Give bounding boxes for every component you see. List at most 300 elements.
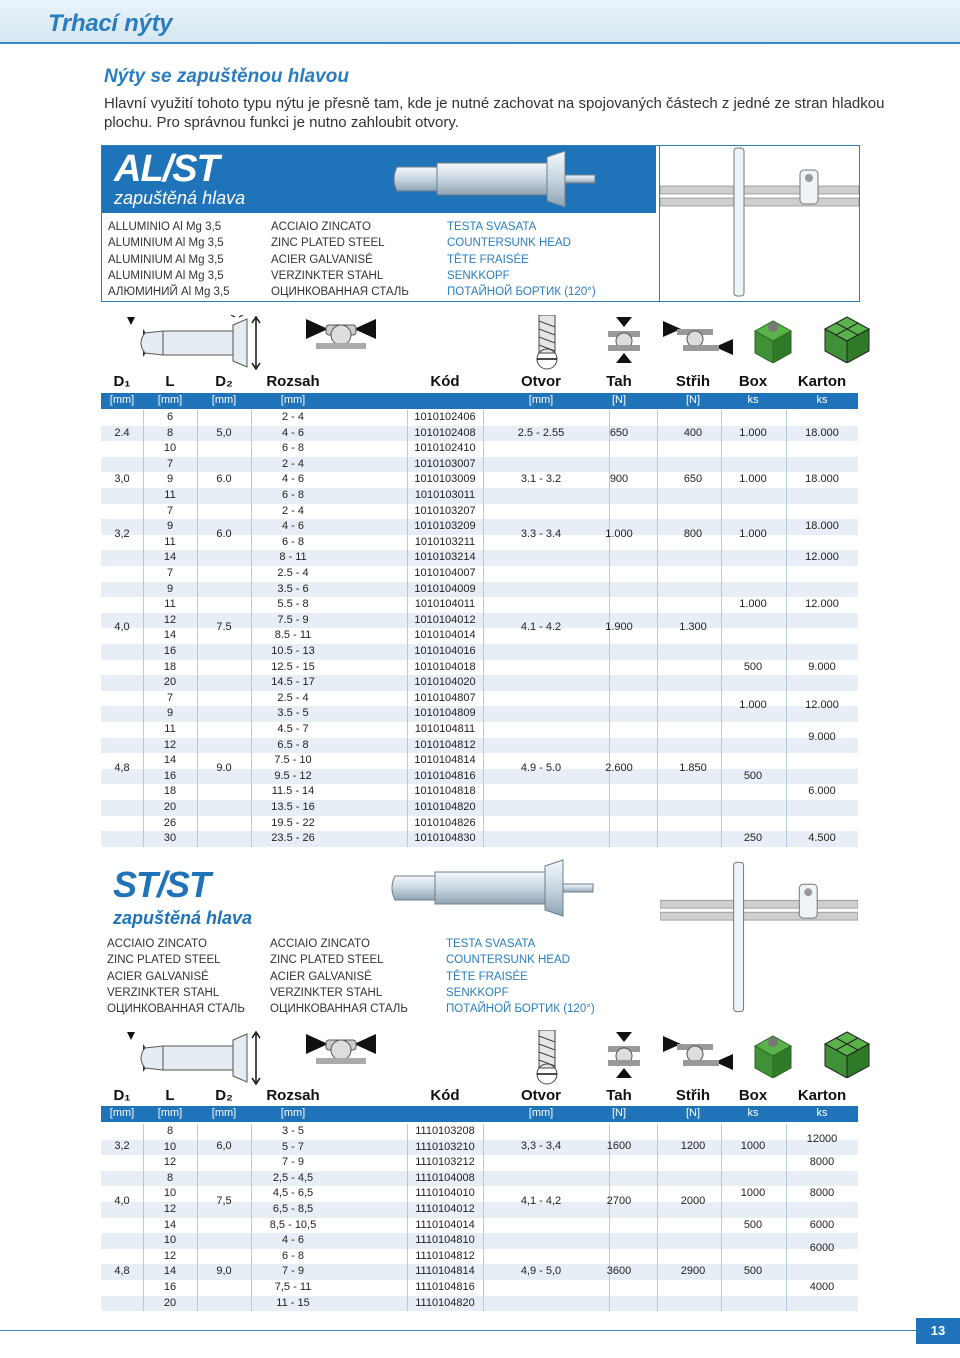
material-line: ALUMINIUM Al Mg 3,5: [108, 237, 224, 250]
alst-cell: 2 - 4: [281, 411, 304, 423]
table-row: [101, 1171, 858, 1187]
stst-merged-cell: 3600: [606, 1265, 632, 1278]
stst-code: ST/ST: [113, 864, 211, 905]
alst-cell: 9: [166, 520, 174, 533]
stst-unit-label: ks: [816, 1107, 828, 1119]
alst-col-header: L: [165, 373, 175, 390]
table-row: [101, 426, 858, 442]
carton-icon: [823, 315, 871, 363]
alst-cell: 7.5 - 10: [274, 754, 312, 767]
stst-merged-cell: 1000: [740, 1187, 766, 1200]
alst-unit-label: [mm]: [109, 394, 135, 406]
stst-cell: 1110104820: [415, 1296, 475, 1309]
material-line: ZINC PLATED STEEL: [107, 954, 221, 967]
alst-col-header: Rozsah: [266, 373, 320, 390]
stst-cell: 6 - 8: [281, 1249, 304, 1262]
alst-cell: 3,0: [114, 473, 130, 486]
alst-cell: 4 - 6: [281, 473, 304, 486]
alst-cell: 1010104811: [414, 723, 476, 735]
stst-unit-label: [N]: [685, 1107, 701, 1119]
alst-unit-label: [mm]: [211, 394, 237, 406]
stst-merged-cell: 4,9 - 5,0: [520, 1265, 562, 1278]
stst-cell: 8000: [809, 1156, 835, 1169]
shear-test-icon: [663, 315, 733, 361]
material-line: TESTA SVASATA: [446, 938, 536, 950]
table-row: [101, 1155, 858, 1171]
alst-merged-cell: 6.0: [216, 527, 232, 540]
alst-merged-cell: 1.300: [679, 621, 707, 634]
stst-merged-cell: 1200: [680, 1140, 706, 1153]
shear-test-icon: [663, 1030, 733, 1076]
stst-cell: 20: [163, 1296, 177, 1309]
alst-unit-label: [N]: [685, 394, 701, 406]
alst-cell: 2.4: [114, 426, 130, 439]
stst-unit-label: [mm]: [528, 1107, 554, 1119]
alst-cell: 9: [166, 582, 174, 595]
alst-cell: 6 - 8: [281, 535, 304, 548]
alst-cell: 1010104012: [414, 613, 476, 626]
alst-cell: 18: [163, 785, 177, 798]
stst-cell: 1110104814: [415, 1265, 475, 1278]
alst-cell: 1010104016: [414, 645, 476, 657]
material-line: ОЦИНКОВАННАЯ СТАЛЬ: [271, 286, 409, 299]
stst-cell: 10: [163, 1140, 177, 1153]
stst-cell: 7 - 9: [281, 1265, 304, 1278]
stst-subtitle: zapuštěná hlava: [113, 908, 253, 928]
alst-cell: 1010103011: [414, 489, 476, 501]
table-row: [101, 644, 858, 660]
tension-test-icon: [604, 315, 644, 365]
alst-cell: 14: [163, 629, 177, 642]
stst-cell: 8: [166, 1125, 174, 1137]
stst-col-header: Tah: [606, 1087, 632, 1104]
alst-cell: 7: [166, 567, 174, 579]
alst-cell: 10: [163, 442, 177, 455]
stst-merged-cell: 6000: [809, 1241, 835, 1254]
table-row: [101, 1249, 858, 1265]
alst-material-col2: [271, 219, 409, 300]
table-row: [101, 1124, 858, 1140]
column-divider: [483, 410, 484, 847]
alst-cell: 1010104014: [414, 629, 476, 642]
table-row: [101, 488, 858, 504]
table-row: [101, 738, 858, 754]
stst-rivet-photo-icon: [385, 858, 597, 918]
alst-cell: 650: [609, 426, 629, 439]
stst-cell: 12: [163, 1249, 177, 1262]
stst-cell: 1110104810: [415, 1234, 475, 1247]
alst-cell: 11: [164, 489, 176, 501]
table-row: [101, 597, 858, 613]
box-icon: [751, 315, 793, 363]
material-line: VERZINKTER STAHL: [270, 986, 383, 999]
alst-cell: 19.5 - 22: [271, 816, 315, 829]
stst-cell: 4,5 - 6,5: [272, 1187, 314, 1200]
stst-merged-cell: 4,8: [114, 1265, 130, 1278]
alst-cell: 12.000: [805, 598, 839, 611]
table-row: [101, 784, 858, 800]
stst-merged-cell: 4,1 - 4,2: [520, 1195, 562, 1207]
stst-merged-cell: 4000: [809, 1280, 835, 1293]
material-line: COUNTERSUNK HEAD: [447, 237, 571, 250]
alst-cell: 1010104009: [414, 582, 476, 595]
alst-cell: 12: [163, 613, 177, 626]
alst-merged-cell: 9.000: [808, 730, 836, 743]
alst-cell: 1010102410: [414, 442, 476, 455]
alst-cell: 2.5 - 4: [277, 691, 309, 704]
stst-col-header: Box: [738, 1087, 768, 1104]
alst-cell: 14: [163, 754, 177, 767]
alst-cell: 18: [163, 660, 177, 673]
alst-merged-cell: 12.000: [805, 699, 839, 712]
alst-cell: 16: [163, 645, 177, 657]
column-divider: [407, 410, 408, 847]
bottom-rule: [0, 1330, 916, 1331]
alst-cell: 7: [166, 691, 174, 704]
alst-unit-label: ks: [816, 394, 828, 406]
table-row: [101, 1296, 858, 1312]
column-divider: [143, 1124, 144, 1311]
stst-cell: 7 - 9: [281, 1156, 304, 1169]
alst-cell: 1010103209: [414, 520, 476, 533]
alst-unit-label: [mm]: [528, 394, 554, 406]
stst-merged-cell: 12000: [806, 1132, 838, 1145]
box-icon: [751, 1030, 793, 1078]
alst-merged-cell: 3,2: [114, 527, 130, 540]
alst-merged-cell: 6.000: [808, 785, 836, 798]
alst-merged-cell: 500: [743, 769, 763, 782]
stst-merged-cell: 4,0: [114, 1195, 130, 1207]
table-row: [101, 816, 858, 832]
table-row: [101, 441, 858, 457]
alst-cell: 1010102408: [414, 426, 476, 439]
alst-cell: 2.5 - 2.55: [517, 426, 565, 439]
page-number: 13: [916, 1318, 960, 1344]
alst-spec-box: [101, 145, 860, 302]
alst-cell: 6 - 8: [281, 442, 304, 455]
stst-unit-label: [mm]: [109, 1107, 135, 1119]
alst-cell: 1010103214: [414, 551, 476, 564]
alst-cell: 26: [163, 816, 177, 829]
alst-cell: 12.000: [805, 551, 839, 564]
alst-cell: 1010104812: [414, 738, 476, 751]
alst-cell: 9.5 - 12: [274, 769, 312, 782]
stst-col-header: L: [165, 1087, 175, 1104]
stst-unit-label: [mm]: [280, 1107, 306, 1119]
table-row: [101, 582, 858, 598]
alst-cell: 1010104018: [414, 660, 476, 673]
table-row: [101, 550, 858, 566]
alst-col-header: Střih: [675, 373, 711, 390]
alst-cell: 1010104807: [414, 691, 476, 704]
material-line: ZINC PLATED STEEL: [271, 237, 385, 250]
material-line: ОЦИНКОВАННАЯ СТАЛЬ: [270, 1003, 408, 1016]
alst-cell: 4 - 6: [281, 426, 304, 439]
table-row: [101, 1280, 858, 1296]
material-line: TÊTE FRAISÉE: [446, 970, 528, 983]
drill-hole-icon: [529, 1030, 565, 1086]
material-line: ОЦИНКОВАННАЯ СТАЛЬ: [107, 1003, 245, 1016]
material-line: ACCIAIO ZINCATO: [270, 938, 370, 950]
alst-material-col3: [447, 219, 596, 300]
stst-cell: 1110103208: [415, 1125, 475, 1137]
countersunk-joint-icon: [306, 315, 376, 355]
alst-unit-label: [mm]: [280, 394, 306, 406]
stst-cell: 12: [163, 1203, 177, 1215]
alst-cell: 1010103211: [414, 535, 476, 548]
material-line: ALUMINIUM Al Mg 3,5: [108, 269, 224, 282]
table-row: [101, 410, 858, 426]
alst-cell: 9: [166, 473, 174, 486]
stst-unit-label: [N]: [611, 1107, 627, 1119]
alst-cell: 250: [743, 832, 763, 845]
stst-merged-cell: 6,0: [216, 1140, 232, 1153]
alst-cell: 13.5 - 16: [271, 801, 315, 813]
alst-cell: 6 - 8: [281, 489, 304, 501]
alst-merged-cell: 7.5: [216, 621, 232, 634]
stst-cell: 4 - 6: [281, 1234, 304, 1247]
material-line: ACCIAIO ZINCATO: [107, 938, 207, 950]
stst-column-headers: [101, 1087, 858, 1107]
material-line: АЛЮМИНИЙ Al Mg 3,5: [108, 286, 230, 299]
alst-merged-cell: 9.0: [216, 761, 232, 774]
stst-cell: 6,5 - 8,5: [272, 1203, 314, 1215]
stst-cell: 14: [163, 1218, 177, 1231]
alst-cell: 7: [166, 504, 174, 517]
alst-cell: 900: [609, 473, 629, 486]
alst-col-header: Otvor: [520, 373, 561, 390]
stst-cell: 1110104816: [415, 1281, 475, 1293]
stst-units-row: [101, 1106, 858, 1122]
alst-cell: 5.5 - 8: [277, 598, 309, 611]
alst-merged-cell: 4.1 - 4.2: [520, 621, 562, 634]
stst-material-col2: [270, 936, 408, 1017]
table-row: [101, 1233, 858, 1249]
alst-cell: 16: [163, 769, 177, 782]
stst-cell: 16: [163, 1281, 177, 1293]
alst-merged-cell: 3.3 - 3.4: [520, 527, 562, 540]
drill-hole-icon: [529, 315, 565, 371]
alst-cell: 6: [166, 411, 174, 423]
stst-cell: 1110103210: [415, 1140, 475, 1153]
column-divider: [407, 1124, 408, 1311]
stst-cross-section-icon: [660, 860, 858, 1020]
stst-col-header: Karton: [797, 1087, 847, 1104]
stst-cell: 3 - 5: [281, 1125, 304, 1137]
rivet-photo-icon: [387, 149, 599, 209]
stst-merged-cell: 2000: [680, 1195, 706, 1207]
intro-heading: Nýty se zapuštěnou hlavou: [104, 66, 349, 87]
stst-merged-cell: 2900: [680, 1265, 706, 1278]
stst-merged-cell: 9,0: [216, 1265, 232, 1278]
table-row: [101, 566, 858, 582]
column-divider: [143, 410, 144, 847]
alst-merged-cell: 1.900: [605, 621, 633, 634]
alst-cell: 20: [163, 676, 177, 689]
stst-col-header: Kód: [430, 1087, 460, 1104]
material-line: ALLUMINIO Al Mg 3,5: [108, 221, 222, 233]
alst-code: AL/ST: [114, 148, 219, 190]
table-row: [101, 457, 858, 473]
countersunk-joint-icon: [306, 1030, 376, 1070]
stst-merged-cell: 1600: [606, 1140, 632, 1153]
stst-cell: 7,5 - 11: [274, 1281, 312, 1293]
alst-cell: 1010103007: [414, 457, 476, 470]
alst-cell: 7.5 - 9: [277, 613, 309, 626]
alst-cell: 7: [166, 457, 174, 470]
alst-merged-cell: 18.000: [805, 520, 839, 532]
alst-merged-cell: 4.9 - 5.0: [520, 761, 562, 774]
material-line: ZINC PLATED STEEL: [270, 954, 384, 967]
alst-cell: 10.5 - 13: [271, 645, 315, 657]
alst-cell: 30: [163, 832, 177, 845]
stst-unit-label: ks: [747, 1107, 759, 1119]
rivet-dimension-icon: [123, 315, 267, 371]
stst-material-col1: [107, 936, 245, 1017]
alst-col-header: D₂: [215, 373, 233, 390]
alst-merged-cell: 4,0: [114, 621, 130, 634]
alst-cell: 11: [164, 598, 176, 611]
alst-cell: 11: [164, 723, 176, 735]
table-row: [101, 831, 858, 847]
alst-merged-cell: 1.850: [679, 761, 707, 774]
alst-col-header: D₁: [113, 373, 131, 390]
column-divider: [251, 410, 252, 847]
alst-merged-cell: 4,8: [114, 761, 130, 774]
alst-material-col1: [108, 219, 230, 300]
stst-merged-cell: 2700: [606, 1195, 632, 1207]
alst-cell: 12: [163, 738, 177, 751]
stst-cell: 6000: [809, 1218, 835, 1231]
stst-merged-cell: 3,3 - 3,4: [520, 1140, 562, 1153]
stst-cell: 5 - 7: [281, 1140, 304, 1153]
stst-cell: 12: [163, 1156, 177, 1169]
material-line: TESTA SVASATA: [447, 221, 537, 233]
alst-cell: 6.0: [216, 473, 232, 486]
alst-merged-cell: 800: [683, 527, 703, 540]
stst-cell: 2,5 - 4,5: [272, 1171, 314, 1184]
alst-cell: 2 - 4: [281, 457, 304, 470]
cross-section-icon: [659, 146, 859, 301]
stst-cell: 1110104008: [415, 1171, 475, 1184]
stst-cell: 10: [163, 1187, 177, 1200]
stst-cell: 11 - 15: [276, 1296, 310, 1309]
alst-cell: 8.5 - 11: [274, 629, 312, 642]
alst-cell: 1010104816: [414, 769, 476, 782]
alst-cell: 650: [683, 473, 703, 486]
stst-unit-label: [mm]: [157, 1107, 183, 1119]
alst-cell: 12.5 - 15: [271, 660, 315, 673]
stst-cell: 10: [163, 1234, 177, 1247]
stst-col-header: D₂: [215, 1087, 233, 1104]
alst-cell: 14.5 - 17: [271, 676, 315, 689]
material-line: ACIER GALVANISÉ: [107, 970, 209, 983]
page-title: Trhací nýty: [48, 10, 173, 37]
material-line: ACCIAIO ZINCATO: [271, 221, 371, 233]
alst-cell: 1010103207: [414, 504, 476, 517]
stst-icons-row: [101, 1030, 858, 1090]
alst-units-row: [101, 393, 858, 409]
alst-cell: 8 - 11: [279, 551, 307, 564]
alst-cell: 18.000: [805, 473, 839, 486]
alst-col-header: Tah: [606, 373, 632, 390]
stst-unit-label: [mm]: [211, 1107, 237, 1119]
stst-col-header: Rozsah: [266, 1087, 320, 1104]
material-line: ПОТАЙНОЙ БОРТИК (120°): [447, 286, 596, 299]
alst-subtitle: zapuštěná hlava: [114, 188, 246, 208]
stst-table: [101, 1124, 858, 1311]
table-row: [101, 1218, 858, 1234]
carton-icon: [823, 1030, 871, 1078]
alst-cell: 11: [164, 535, 176, 548]
alst-cell: 9: [166, 707, 174, 720]
stst-cell: 8: [166, 1171, 174, 1184]
alst-cell: 11.5 - 14: [271, 785, 315, 798]
alst-cell: 1010104007: [414, 567, 476, 579]
material-line: VERZINKTER STAHL: [107, 986, 220, 999]
alst-cell: 4.500: [808, 832, 836, 845]
alst-cell: 1.000: [739, 598, 767, 611]
alst-col-header: Kód: [430, 373, 460, 390]
stst-merged-cell: 7,5: [216, 1195, 232, 1207]
table-row: [101, 472, 858, 488]
alst-cell: 2 - 4: [281, 504, 304, 517]
material-line: TÊTE FRAISÉE: [447, 253, 529, 266]
alst-merged-cell: 1.000: [739, 527, 767, 540]
alst-cell: 9.000: [808, 660, 836, 673]
stst-cell: 14: [163, 1265, 177, 1278]
stst-col-header: Otvor: [520, 1087, 561, 1104]
stst-cell: 1110104812: [415, 1249, 475, 1262]
alst-col-header: Box: [738, 373, 768, 390]
table-row: [101, 675, 858, 691]
alst-cell: 3.5 - 5: [277, 707, 309, 720]
table-row: [101, 722, 858, 738]
alst-merged-cell: 1.000: [605, 527, 633, 540]
stst-material-col3: [446, 936, 595, 1017]
alst-cell: 1.000: [739, 473, 767, 486]
column-divider: [483, 1124, 484, 1311]
stst-cell: 1110104014: [415, 1218, 475, 1231]
stst-cell: 8,5 - 10,5: [269, 1218, 317, 1231]
material-line: SENKKOPF: [446, 986, 509, 999]
column-divider: [657, 410, 658, 847]
alst-unit-label: [mm]: [157, 394, 183, 406]
alst-cell: 8: [166, 426, 174, 439]
stst-merged-cell: 3,2: [114, 1140, 130, 1153]
alst-cell: 1010104818: [414, 785, 476, 798]
stst-cell: 1110104010: [415, 1187, 475, 1200]
alst-cell: 5,0: [216, 426, 232, 439]
alst-col-header: Karton: [797, 373, 847, 390]
column-divider: [657, 1124, 658, 1311]
alst-cell: 1010104826: [414, 816, 476, 829]
alst-cell: 1010103009: [414, 473, 476, 486]
table-row: [101, 504, 858, 520]
rivet-dimension-icon: [123, 1030, 267, 1086]
alst-cell: 1010104020: [414, 676, 476, 689]
material-line: ACIER GALVANISÉ: [271, 253, 373, 266]
alst-cell: 1010104011: [414, 598, 476, 611]
alst-unit-label: [N]: [611, 394, 627, 406]
intro-text: Hlavní využití tohoto typu nýtu je přesně tam, kde je nutné zachovat na spojovaných částech z jedné ze stran hladkou plochu. Pro správnou funkci je nutno zahloubit otvory.: [104, 95, 885, 131]
column-divider: [251, 1124, 252, 1311]
table-row: [101, 800, 858, 816]
alst-unit-label: ks: [747, 394, 759, 406]
stst-cell: 1110104012: [415, 1203, 475, 1215]
stst-cell: 500: [743, 1218, 763, 1231]
alst-cell: 400: [683, 426, 703, 439]
